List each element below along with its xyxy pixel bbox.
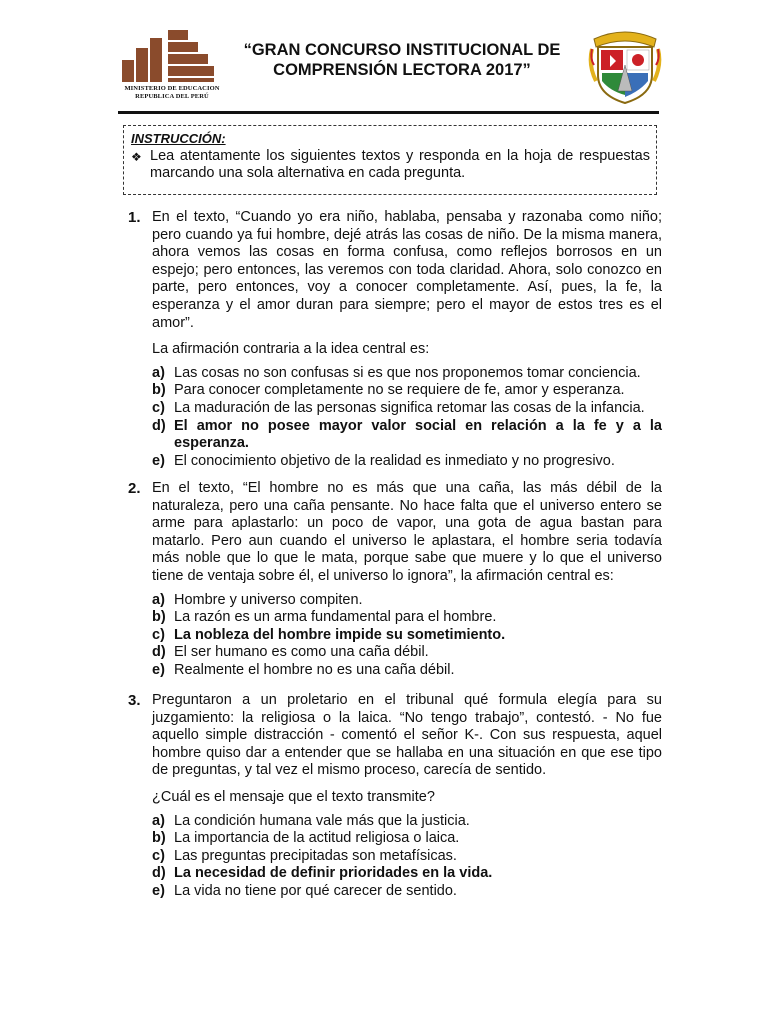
logo-text-line1: MINISTERIO DE EDUCACION xyxy=(124,85,220,92)
question-text: En el texto, “Cuando yo era niño, hablaba, pensaba y razonaba como niño; pero cuando ya fui hombre, dejé atrás las cosas de niño. De la misma manera, ahora vemos las cosas en forma confusa, como reflejos borrosos en un espejo; pero entonces, las veremos con toda claridad. Ahora, solo conozco en parte, pero entonces, voy a conocer completamente. Así, pues, la fe, la esperanza y el amor duran para siempre; pero el mayor de estos tres es el amor”. xyxy=(152,209,662,331)
option-text: La vida no tiene por qué carecer de sentido. xyxy=(174,882,457,899)
option-letter: d) xyxy=(152,865,166,882)
option-e xyxy=(152,883,662,901)
instruction-box xyxy=(123,125,657,195)
question-1 xyxy=(128,209,662,470)
question-number: 1. xyxy=(128,209,141,226)
institution-crest xyxy=(588,25,662,107)
option-letter: b) xyxy=(152,609,166,626)
option-text: La condición humana vale más que la justicia. xyxy=(174,812,470,829)
option-c xyxy=(152,848,662,866)
question-prompt: La afirmación contraria a la idea central es: xyxy=(152,341,430,358)
option-letter: a) xyxy=(152,591,165,608)
option-b xyxy=(152,382,662,400)
option-d xyxy=(152,418,662,453)
question-text: Preguntaron a un proletario en el tribunal qué formula elegía para su juzgamiento: la religiosa o la laica. “No tengo trabajo”, contestó. - No fue aquello simple distracción - comentó el señor K-. Con sus respuesta, aquel hombre quiso dar a entender que se hallaba en una situación en que ese tipo de preguntas, y tal vez el mismo proceso, carecía de sentido. xyxy=(152,692,662,779)
option-letter: e) xyxy=(152,882,165,899)
option-text: La importancia de la actitud religiosa o laica. xyxy=(174,830,460,847)
option-text: Realmente el hombre no es una caña débil. xyxy=(174,661,455,678)
question-3 xyxy=(128,692,662,901)
option-letter: a) xyxy=(152,812,165,829)
option-text: Hombre y universo compiten. xyxy=(174,591,363,608)
options-list xyxy=(152,592,662,680)
option-e xyxy=(152,662,662,680)
option-d xyxy=(152,644,662,662)
option-letter: c) xyxy=(152,847,165,864)
option-text: Las cosas no son confusas si es que nos proponemos tomar conciencia. xyxy=(174,364,641,381)
option-letter: a) xyxy=(152,364,165,381)
option-e xyxy=(152,453,662,471)
title-line2: COMPRENSIÓN LECTORA 2017” xyxy=(273,61,531,79)
option-letter: d) xyxy=(152,417,166,434)
logo-text-line2: REPUBLICA DEL PERÚ xyxy=(135,93,209,100)
instruction-text: Lea atentamente los siguientes textos y responda en la hoja de respuestas marcando una sola alternativa en cada pregunta. xyxy=(150,148,650,181)
question-text: En el texto, “El hombre no es más que una caña, las más débil de la naturaleza, pero una caña pensante. No hace falta que el universo entero se arme para aplastarlo: un poco de vapor, una gota de agua bastan para matarlo. Pero aun cuando el universo le aplastara, el hombre seria todavía más noble que lo que le mata, porque sabe que muere y lo que el universo tiene de ventaja sobre él, el universo lo ignora”, la afirmación central es: xyxy=(152,480,662,584)
option-letter: e) xyxy=(152,661,165,678)
instruction-title: INSTRUCCIÓN: xyxy=(131,131,226,146)
option-c xyxy=(152,627,662,645)
option-text: El amor no posee mayor valor social en relación a la fe y a la esperanza. xyxy=(174,417,662,452)
option-text: El ser humano es como una caña débil. xyxy=(174,644,429,661)
minedu-logo-text xyxy=(118,85,226,101)
option-b xyxy=(152,830,662,848)
option-a xyxy=(152,365,662,383)
option-text: La necesidad de definir prioridades en la vida. xyxy=(174,865,493,882)
option-text: La maduración de las personas significa retomar las cosas de la infancia. xyxy=(174,399,645,416)
question-number: 3. xyxy=(128,692,141,709)
option-a xyxy=(152,813,662,831)
question-prompt: ¿Cuál es el mensaje que el texto transmite? xyxy=(152,788,435,805)
option-letter: b) xyxy=(152,382,166,399)
options-list xyxy=(152,813,662,901)
question-2 xyxy=(128,480,662,680)
option-letter: c) xyxy=(152,626,165,643)
page-title xyxy=(232,40,572,80)
page-header xyxy=(0,0,768,112)
option-letter: e) xyxy=(152,452,165,469)
option-text: El conocimiento objetivo de la realidad es inmediato y no progresivo. xyxy=(174,452,615,469)
option-letter: d) xyxy=(152,644,166,661)
option-text: La nobleza del hombre impide su sometimiento. xyxy=(174,626,506,643)
title-line1: “GRAN CONCURSO INSTITUCIONAL DE xyxy=(243,41,561,59)
option-text: Para conocer completamente no se requiere de fe, amor y esperanza. xyxy=(174,382,625,399)
option-text: La razón es un arma fundamental para el hombre. xyxy=(174,609,497,626)
diamond-bullet-icon: ❖ xyxy=(131,150,142,164)
option-text: Las preguntas precipitadas son metafísicas. xyxy=(174,847,457,864)
option-b xyxy=(152,609,662,627)
option-a xyxy=(152,592,662,610)
question-number: 2. xyxy=(128,480,141,497)
option-d xyxy=(152,865,662,883)
options-list xyxy=(152,365,662,471)
option-c xyxy=(152,400,662,418)
header-rule xyxy=(118,111,659,114)
option-letter: c) xyxy=(152,399,165,416)
option-letter: b) xyxy=(152,830,166,847)
